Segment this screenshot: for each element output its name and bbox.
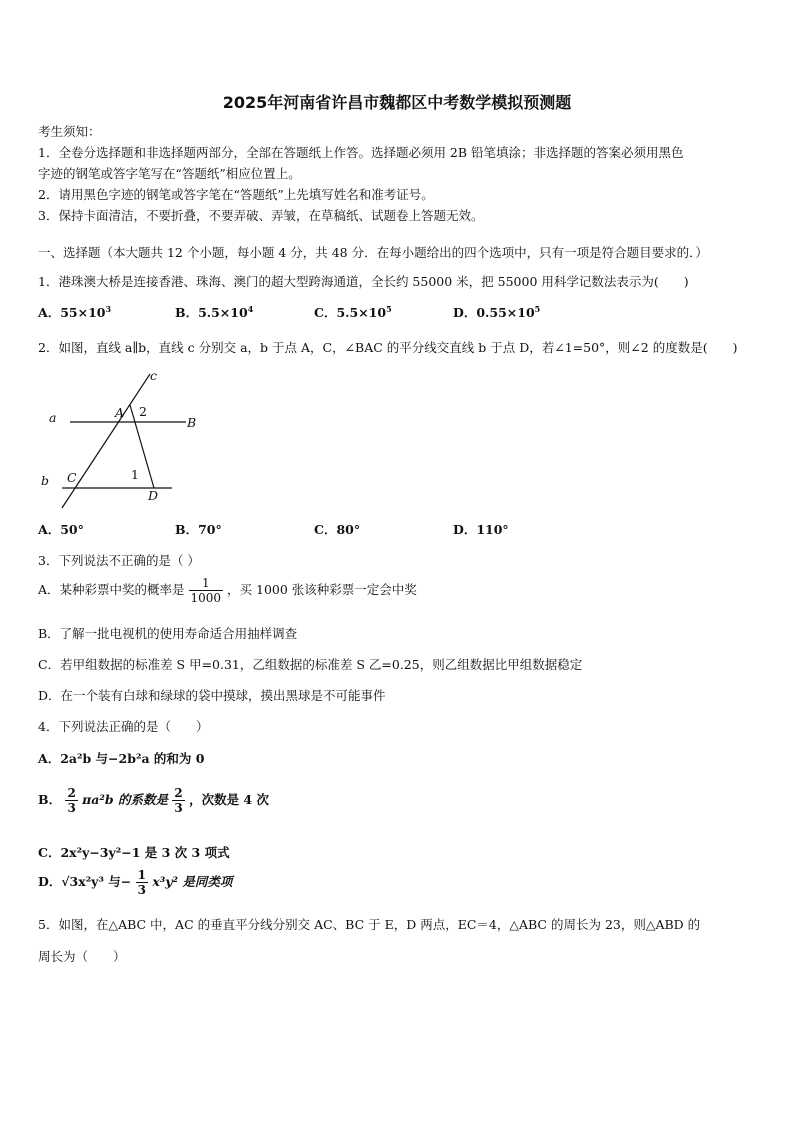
question-3-stem: 3．下列说法不正确的是（ ）: [38, 553, 200, 568]
notice-item-1-cont: 字迹的钢笔或答字笔写在“答题纸”相应位置上。: [38, 166, 301, 181]
fraction: $\frac{2}{3}$: [67, 786, 76, 815]
section-heading: 一、选择题（本大题共 12 个小题，每小题 4 分，共 48 分．在每小题给出的四个选项中，只有一项是符合题目要求的．）: [38, 245, 708, 260]
label-c: c: [150, 368, 158, 383]
q1-option-d: D．$0.55\times 10^5$: [453, 303, 541, 320]
q2-option-d: D．110°: [453, 522, 509, 537]
notice-heading: 考生须知：: [38, 124, 101, 139]
notice-item-1: 1．全卷分选择题和非选择题两部分，全部在答题纸上作答。选择题必须用 2B 铅笔填涂；非选择题的答案必须用黑色: [38, 145, 684, 160]
q4-option-a: A．2a²b 与−2b²a 的和为 0: [38, 751, 205, 766]
q4-option-c: C．2x²y−3y²−1 是 3 次 3 项式: [38, 845, 230, 860]
q3-option-d: D．在一个装有白球和绿球的袋中摸球，摸出黑球是不可能事件: [38, 688, 386, 703]
label-point-c: C: [67, 470, 77, 485]
question-4-stem: 4．下列说法正确的是（ ）: [38, 719, 209, 734]
q3-option-b: B．了解一批电视机的使用寿命适合用抽样调查: [38, 626, 298, 641]
q2-option-b: B．70°: [175, 522, 222, 537]
notice-item-2: 2．请用黑色字迹的钢笔或答字笔在“答题纸”上先填写姓名和准考证号。: [38, 187, 434, 202]
question-5-stem-cont: 周长为（ ）: [38, 949, 126, 964]
q2-figure: [38, 362, 218, 512]
question-5-stem: 5．如图，在△ABC 中，AC 的垂直平分线分别交 AC、BC 于 E，D 两点，EC＝4，△ABC 的周长为 23，则△ABD 的: [38, 917, 701, 932]
fraction: $\frac{2}{3}$: [174, 786, 183, 815]
q1-option-c: C．$5.5\times 10^5$: [314, 303, 392, 320]
q1-option-b: B．$5.5\times 10^4$: [175, 303, 254, 320]
q1-option-a: A．$55\times 10^3$: [38, 303, 112, 320]
q4-option-b: B． $\frac{2}{3}$ πa²b 的系数是 $\frac{2}{3}$ ，次数是 4 次: [38, 786, 269, 815]
question-2-stem: 2．如图，直线 a∥b，直线 c 分别交 a，b 于点 A，C，∠BAC 的平分线交直线 b 于点 D，若∠1=50°，则∠2 的度数是( ): [38, 340, 738, 355]
label-point-b: B: [187, 415, 197, 430]
q3-option-a: A．某种彩票中奖的概率是 $\frac{1}{1000}$ ，买 1000 张该种彩票一定会中奖: [38, 576, 417, 605]
label-point-a: A: [115, 405, 125, 420]
fraction: $\frac{1}{1000}$: [190, 576, 222, 605]
q2-option-c: C．80°: [314, 522, 361, 537]
exam-notice: [38, 121, 758, 226]
question-1-stem: 1．港珠澳大桥是连接香港、珠海、澳门的超大型跨海通道，全长约 55000 米，把 55000 用科学记数法表示为( ): [38, 274, 689, 289]
notice-item-3: 3．保持卡面清洁，不要折叠，不要弄破、弄皱，在草稿纸、试题卷上答题无效。: [38, 208, 484, 223]
label-a: a: [49, 410, 57, 425]
q3-option-c: C．若甲组数据的标准差 S 甲=0.31，乙组数据的标准差 S 乙=0.25，则乙组数据比甲组数据稳定: [38, 657, 583, 672]
label-angle-1: 1: [131, 467, 139, 482]
label-point-d: D: [148, 488, 159, 503]
q4-option-d: D．√3x²y³ 与− $\frac{1}{3}$ x³y² 是同类项: [38, 868, 233, 897]
label-angle-2: 2: [139, 404, 147, 419]
page-title: 2025年河南省许昌市魏都区中考数学模拟预测题: [222, 93, 572, 112]
q2-option-a: A．50°: [38, 522, 84, 537]
fraction: $\frac{1}{3}$: [137, 868, 146, 897]
label-b: b: [41, 473, 50, 488]
